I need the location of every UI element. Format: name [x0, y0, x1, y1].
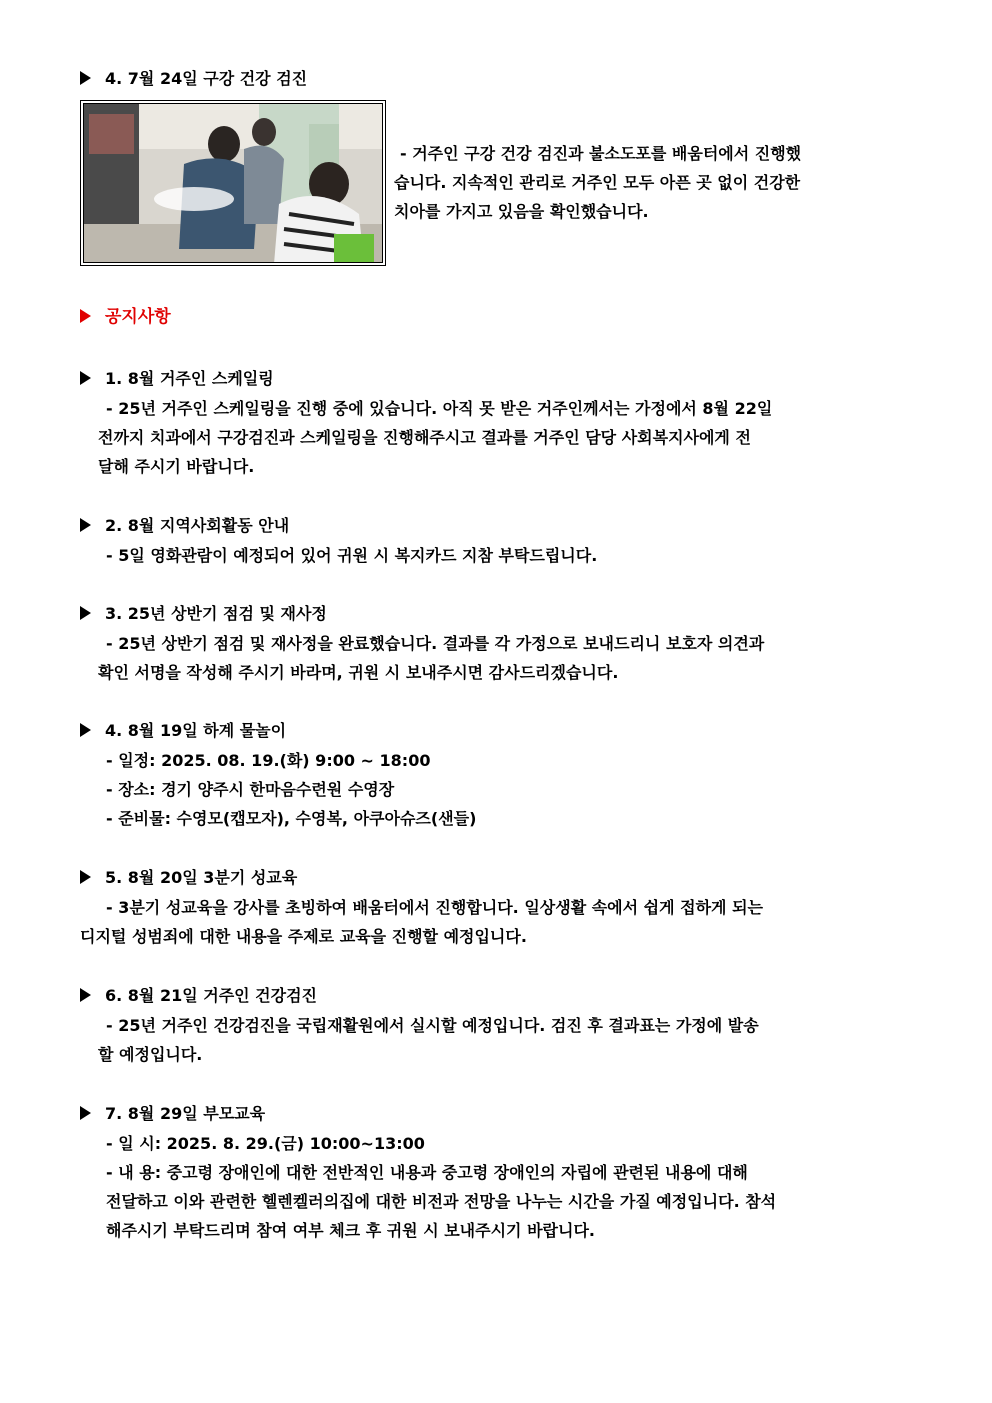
- section-text-line: - 거주인 구강 건강 검진과 불소도포를 배움터에서 진행했: [400, 144, 802, 163]
- triangle-bullet-icon: [80, 71, 91, 85]
- dental-checkup-photo: [80, 100, 386, 266]
- notice-item-line: - 3분기 성교육을 강사를 초빙하여 배움터에서 진행합니다. 일상생활 속에서 쉽게 접하게 되는: [106, 898, 763, 917]
- notice-item-line: 확인 서명을 작성해 주시기 바라며, 귀원 시 보내주시면 감사드리겠습니다.: [98, 663, 619, 682]
- section-heading: 4. 7월 24일 구강 건강 검진: [80, 68, 307, 90]
- triangle-bullet-icon: [80, 606, 91, 620]
- notice-item-heading: 4. 8월 19일 하계 물놀이: [80, 720, 286, 742]
- notice-item-line: - 준비물: 수영모(캡모자), 수영복, 아쿠아슈즈(샌들): [106, 809, 477, 828]
- notice-item-line: - 일정: 2025. 08. 19.(화) 9:00 ~ 18:00: [106, 751, 431, 770]
- notice-item-line: 달해 주시기 바랍니다.: [98, 457, 255, 476]
- notice-item-heading: 1. 8월 거주인 스케일링: [80, 368, 274, 390]
- photo-illustration: [84, 104, 383, 263]
- notice-item-line: - 내 용: 중고령 장애인에 대한 전반적인 내용과 중고령 장애인의 자립에 관련된 내용에 대해: [106, 1163, 748, 1182]
- notice-item-line: - 장소: 경기 양주시 한마음수련원 수영장: [106, 780, 395, 799]
- triangle-bullet-icon: [80, 1106, 91, 1120]
- triangle-bullet-icon: [80, 870, 91, 884]
- notice-item-line: 할 예정입니다.: [98, 1045, 203, 1064]
- notice-item-heading: 6. 8월 21일 거주인 건강검진: [80, 985, 317, 1007]
- notice-item-line: 해주시기 부탁드리며 참여 여부 체크 후 귀원 시 보내주시기 바랍니다.: [106, 1221, 595, 1240]
- triangle-bullet-icon: [80, 371, 91, 385]
- triangle-bullet-icon: [80, 988, 91, 1002]
- section-text-line: 습니다. 지속적인 관리로 거주인 모두 아픈 곳 없이 건강한: [394, 173, 801, 192]
- notice-item-line: - 25년 거주인 건강검진을 국립재활원에서 실시할 예정입니다. 검진 후 결과표는 가정에 발송: [106, 1016, 759, 1035]
- triangle-bullet-icon: [80, 723, 91, 737]
- notice-item-line: - 5일 영화관람이 예정되어 있어 귀원 시 복지카드 지참 부탁드립니다.: [106, 546, 598, 565]
- notice-item-line: - 25년 거주인 스케일링을 진행 중에 있습니다. 아직 못 받은 거주인께서는 가정에서 8월 22일: [106, 399, 773, 418]
- notice-item-heading: 2. 8월 지역사회활동 안내: [80, 515, 289, 537]
- section-text-line: 치아를 가지고 있음을 확인했습니다.: [394, 202, 649, 221]
- notice-item-line: - 일 시: 2025. 8. 29.(금) 10:00~13:00: [106, 1134, 425, 1153]
- notice-item-line: 디지털 성범죄에 대한 내용을 주제로 교육을 진행할 예정입니다.: [80, 927, 527, 946]
- triangle-bullet-icon: [80, 518, 91, 532]
- notice-item-line: 전달하고 이와 관련한 헬렌켈러의집에 대한 비전과 전망을 나누는 시간을 가질 예정입니다. 참석: [106, 1192, 777, 1211]
- notice-item-line: 전까지 치과에서 구강검진과 스케일링을 진행해주시고 결과를 거주인 담당 사회복지사에게 전: [98, 428, 751, 447]
- notice-title: 공지사항: [80, 306, 171, 328]
- notice-item-heading: 3. 25년 상반기 점검 및 재사정: [80, 603, 327, 625]
- red-triangle-bullet-icon: [80, 309, 91, 323]
- notice-item-heading: 7. 8월 29일 부모교육: [80, 1103, 265, 1125]
- notice-item-line: - 25년 상반기 점검 및 재사정을 완료했습니다. 결과를 각 가정으로 보내드리니 보호자 의견과: [106, 634, 765, 653]
- notice-item-heading: 5. 8월 20일 3분기 성교육: [80, 867, 297, 889]
